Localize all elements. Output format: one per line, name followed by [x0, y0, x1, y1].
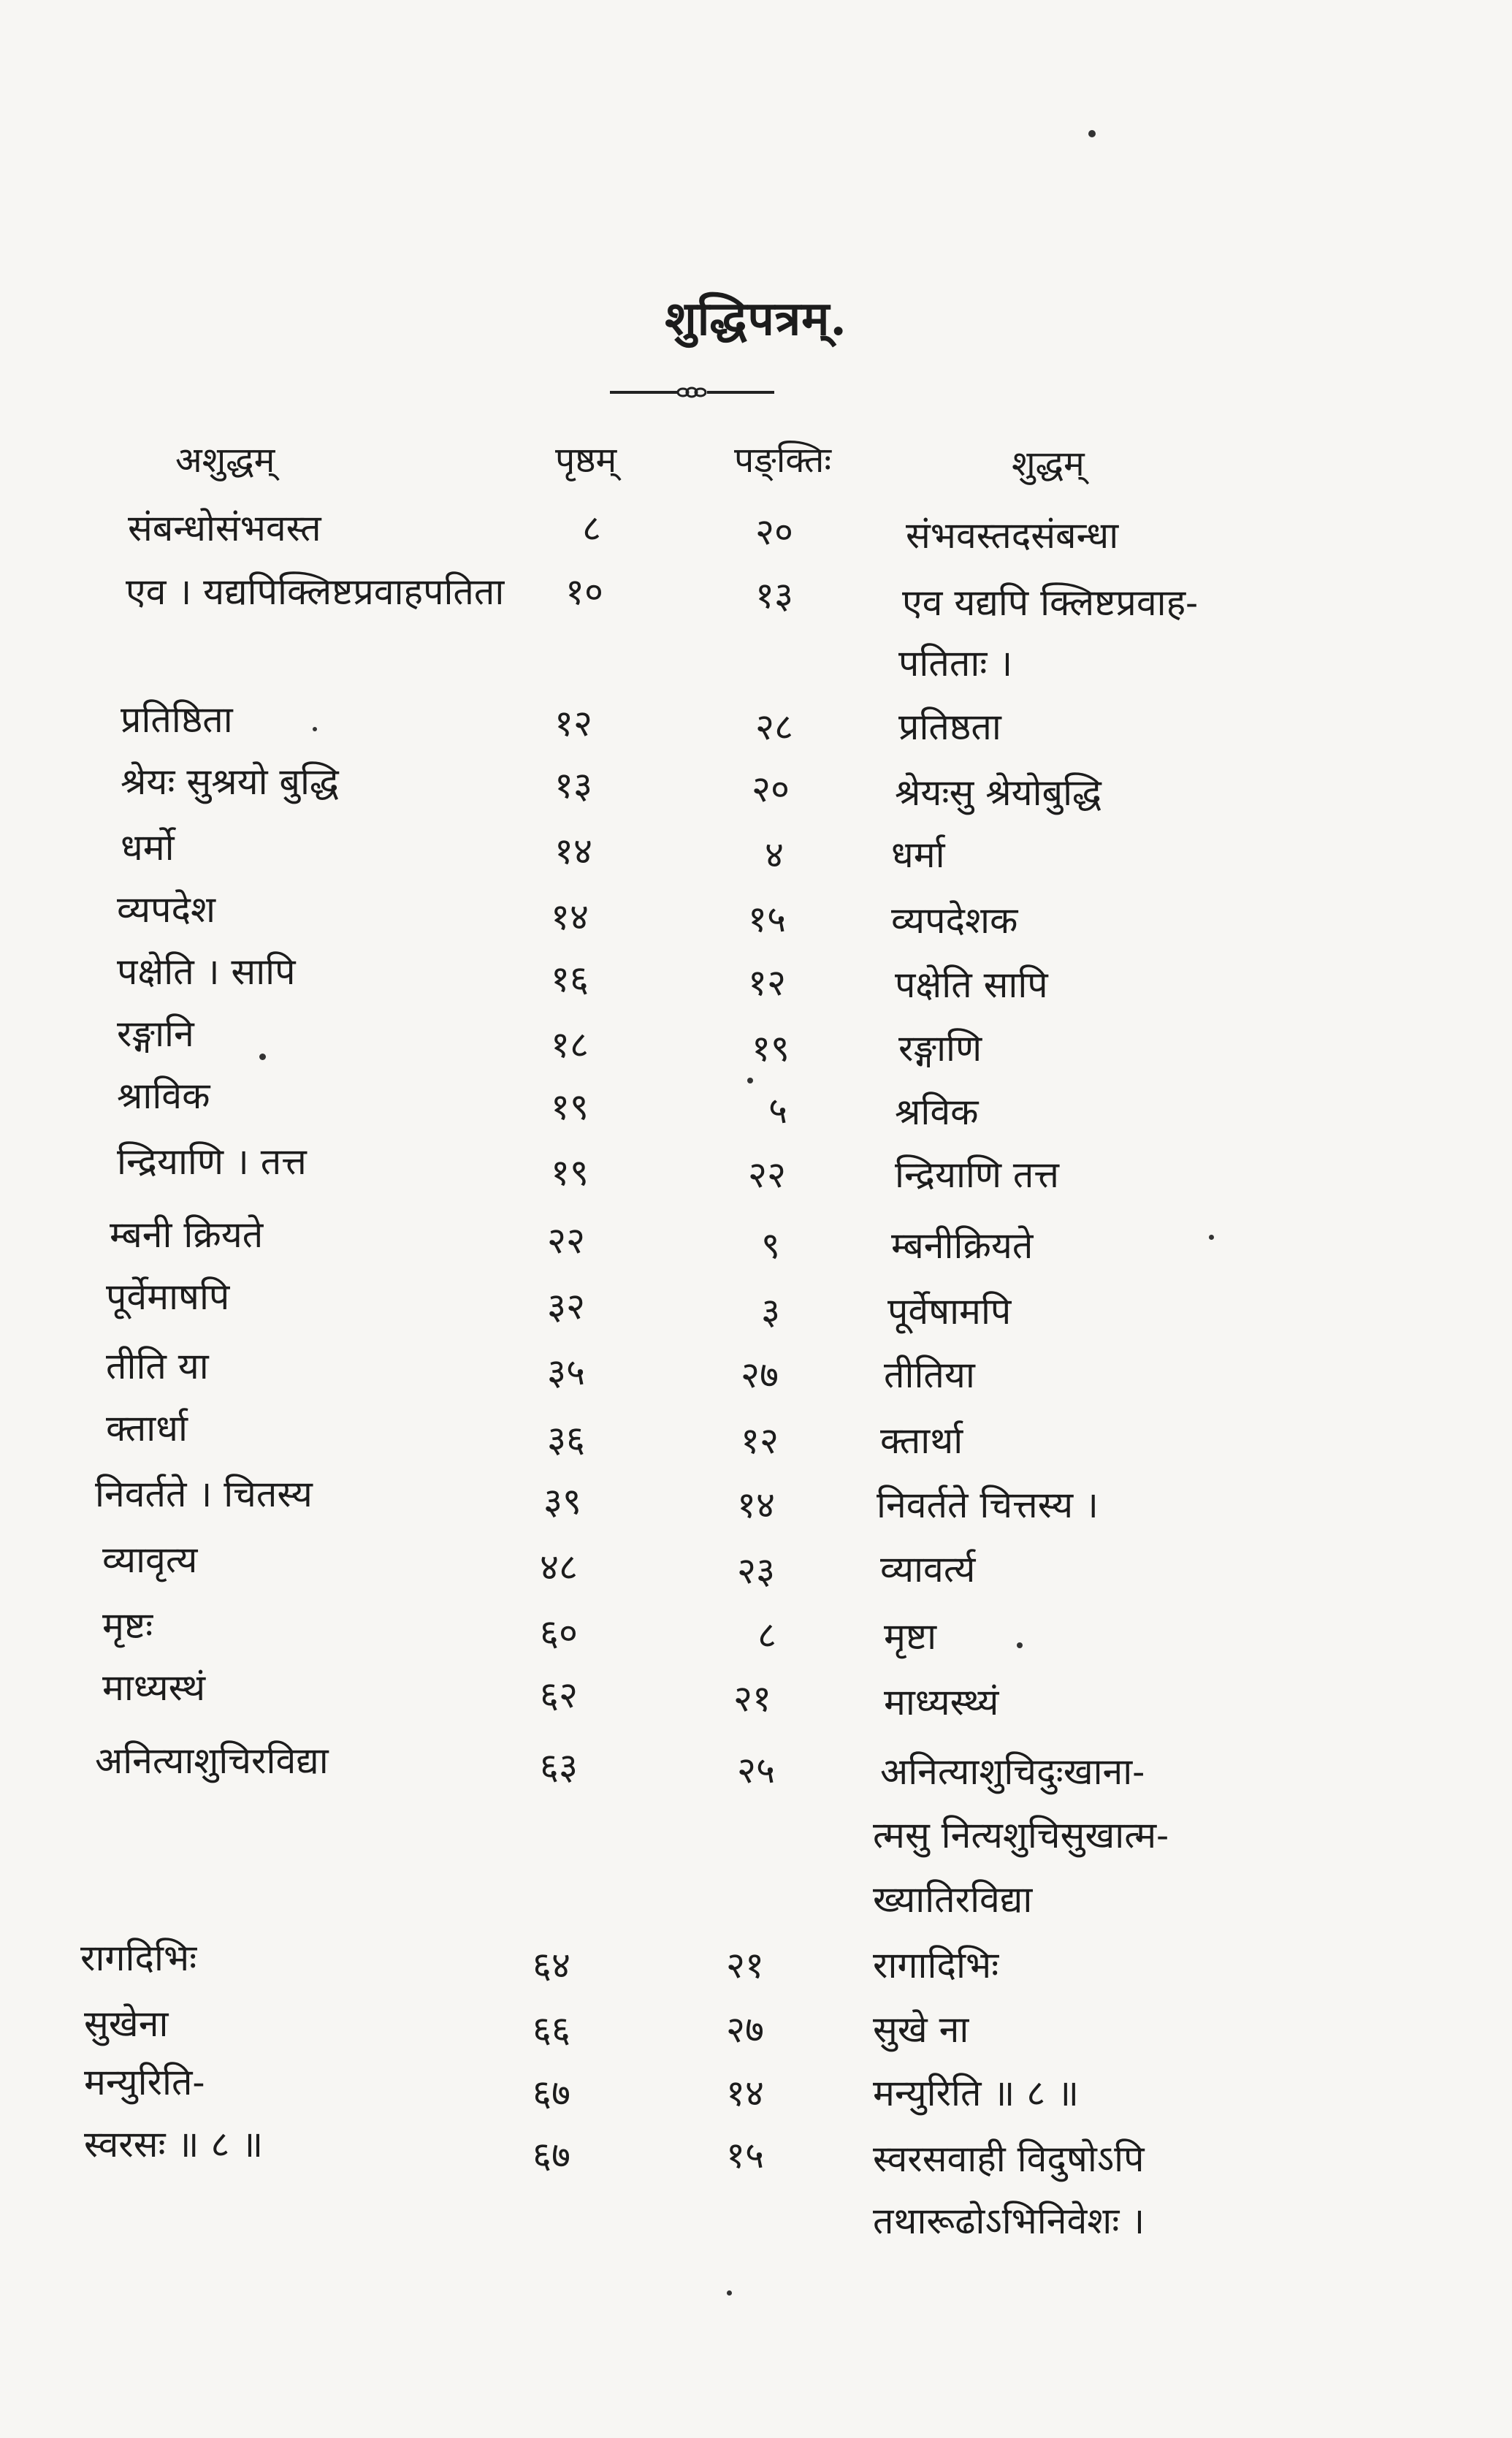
row-right: धर्मा: [891, 834, 945, 876]
header-pankti: पङ्क्तिः: [734, 440, 832, 481]
row-page: ३६: [547, 1418, 585, 1460]
row-line: १४: [737, 1484, 775, 1526]
row-line: २२: [748, 1154, 786, 1196]
row-page: १०: [565, 571, 603, 613]
row-wrong: श्रेयः सुश्रयो बुद्धि: [121, 761, 339, 803]
row-right: रङ्गाणि: [898, 1027, 982, 1070]
row-line: १२: [741, 1420, 779, 1462]
row-page: १६: [551, 958, 589, 1000]
row-wrong: तीति या: [106, 1345, 209, 1387]
row-page: ३५: [547, 1351, 585, 1393]
row-page: १४: [551, 896, 589, 938]
row-right: निवर्तते चित्तस्य ।: [877, 1484, 1099, 1526]
scan-speck: [747, 1078, 753, 1083]
row-right: न्द्रियाणि तत्त: [895, 1154, 1059, 1196]
row-right: स्वरसवाही विदुषोऽपि: [873, 2138, 1145, 2180]
row-wrong: धर्मो: [121, 826, 175, 869]
row-line: ५: [768, 1089, 787, 1132]
row-right: प्रतिष्ठता: [898, 706, 1001, 748]
row-line: २७: [741, 1354, 779, 1396]
page-title: शुद्धिपत्रम्.: [665, 292, 847, 346]
row-line: ४: [765, 834, 784, 876]
row-right-cont: ख्यातिरविद्या: [873, 1878, 1033, 1921]
row-line: ३: [761, 1290, 780, 1333]
row-right: मन्युरिति ॥ ८ ॥: [873, 2072, 1080, 2114]
row-line: १३: [755, 574, 793, 617]
row-line: २१: [726, 1944, 764, 1986]
row-wrong: पक्षेति । सापि: [117, 951, 296, 993]
row-page: ६७: [532, 2072, 570, 2114]
scan-speck: [259, 1054, 266, 1060]
header-ashuddham: अशुद्धम्: [175, 440, 275, 481]
header-shuddham: शुद्धम्: [1012, 443, 1085, 484]
row-right: मृष्टा: [884, 1615, 937, 1658]
row-line: १४: [726, 2072, 764, 2114]
row-line: ९: [761, 1224, 780, 1267]
row-wrong: सुखेना: [84, 2003, 169, 2045]
row-line: २०: [755, 511, 793, 553]
row-line: १५: [748, 898, 786, 940]
row-wrong: संबन्धोसंभवस्त: [128, 507, 321, 549]
row-right: तीतिया: [884, 1354, 975, 1396]
scan-speck: [313, 727, 317, 731]
row-line: २३: [737, 1550, 775, 1592]
row-right-cont: त्मसु नित्यशुचिसुखात्म-: [873, 1814, 1169, 1856]
row-line: १९: [752, 1027, 790, 1070]
row-wrong: रङ्गानि: [117, 1013, 194, 1055]
row-right: श्रविक: [895, 1091, 979, 1133]
row-right: सुखे ना: [873, 2008, 969, 2051]
row-page: ३२: [547, 1285, 585, 1327]
row-line: २५: [737, 1749, 775, 1791]
row-wrong: श्राविक: [117, 1075, 210, 1117]
row-page: १९: [551, 1151, 589, 1194]
row-page: १३: [554, 764, 592, 807]
row-right: व्यावर्त्य: [880, 1548, 976, 1591]
row-wrong: रागदिभिः: [80, 1937, 197, 1979]
row-page: ३९: [543, 1480, 581, 1523]
row-page: २२: [547, 1219, 585, 1262]
row-page: ६२: [540, 1674, 578, 1716]
row-wrong: क्तार्धा: [106, 1407, 188, 1450]
row-right: माध्यस्थ्यं: [884, 1681, 999, 1723]
row-page: ८: [582, 507, 601, 549]
row-page: ६६: [532, 2008, 570, 2051]
row-line: १२: [748, 961, 786, 1004]
row-page: १९: [551, 1086, 589, 1128]
row-wrong: व्यपदेश: [117, 888, 216, 931]
row-right: व्यपदेशक: [891, 899, 1018, 942]
row-page: १४: [554, 830, 592, 872]
row-wrong: पूर्वेमाषपि: [106, 1276, 230, 1318]
scan-speck: [1017, 1642, 1023, 1648]
row-wrong: म्बनी क्रियते: [110, 1214, 264, 1256]
row-right: रागादिभिः: [873, 1944, 999, 1986]
row-wrong: न्द्रियाणि । तत्त: [117, 1140, 307, 1183]
row-line: २१: [733, 1677, 771, 1720]
row-wrong: प्रतिष्ठिता: [121, 698, 233, 741]
row-right: क्तार्था: [880, 1420, 963, 1462]
header-prishtham: पृष्ठम्: [555, 440, 617, 481]
row-wrong: माध्यस्थं: [102, 1666, 206, 1709]
row-wrong: एव । यद्यपिक्लिष्टप्रवाहपतिता: [126, 571, 505, 613]
scan-speck: [1088, 130, 1096, 137]
row-right: म्बनीक्रियते: [891, 1224, 1034, 1267]
row-line: १५: [726, 2134, 764, 2176]
row-wrong: व्यावृत्य: [102, 1539, 198, 1581]
row-right-cont: पतिताः ।: [898, 642, 1013, 685]
row-right: श्रेयःसु श्रेयोबुद्धि: [895, 772, 1101, 814]
row-right: एव यद्यपि क्लिष्टप्रवाह-: [902, 582, 1199, 624]
row-line: ८: [757, 1614, 776, 1656]
row-page: ४८: [540, 1546, 578, 1588]
title-ornament: [610, 384, 774, 401]
row-page: १८: [551, 1024, 589, 1066]
row-line: २८: [755, 706, 793, 748]
scan-speck: [727, 2290, 732, 2296]
row-page: १२: [554, 702, 592, 744]
row-line: २७: [726, 2008, 764, 2051]
row-right-cont: तथारूढोऽभिनिवेशः ।: [873, 2200, 1145, 2242]
row-wrong: निवर्तते । चितस्य: [95, 1473, 313, 1515]
row-right: पक्षेति सापि: [895, 964, 1048, 1006]
row-line: २०: [752, 768, 790, 810]
row-page: ६७: [532, 2134, 570, 2176]
row-wrong: अनित्याशुचिरविद्या: [95, 1740, 329, 1782]
row-wrong: मृष्टः: [102, 1604, 153, 1647]
row-right: अनित्याशुचिदुःखाना-: [880, 1751, 1145, 1793]
row-page: ६०: [540, 1612, 578, 1654]
row-right: संभवस्तदसंबन्धा: [906, 514, 1119, 557]
row-page: ६४: [532, 1944, 570, 1986]
scan-speck: [1209, 1235, 1214, 1240]
row-page: ६३: [540, 1745, 578, 1788]
row-right: पूर्वेषामपि: [887, 1290, 1012, 1333]
row-wrong: मन्युरिति-: [84, 2061, 205, 2103]
row-wrong: स्वरसः ॥ ८ ॥: [84, 2123, 264, 2165]
